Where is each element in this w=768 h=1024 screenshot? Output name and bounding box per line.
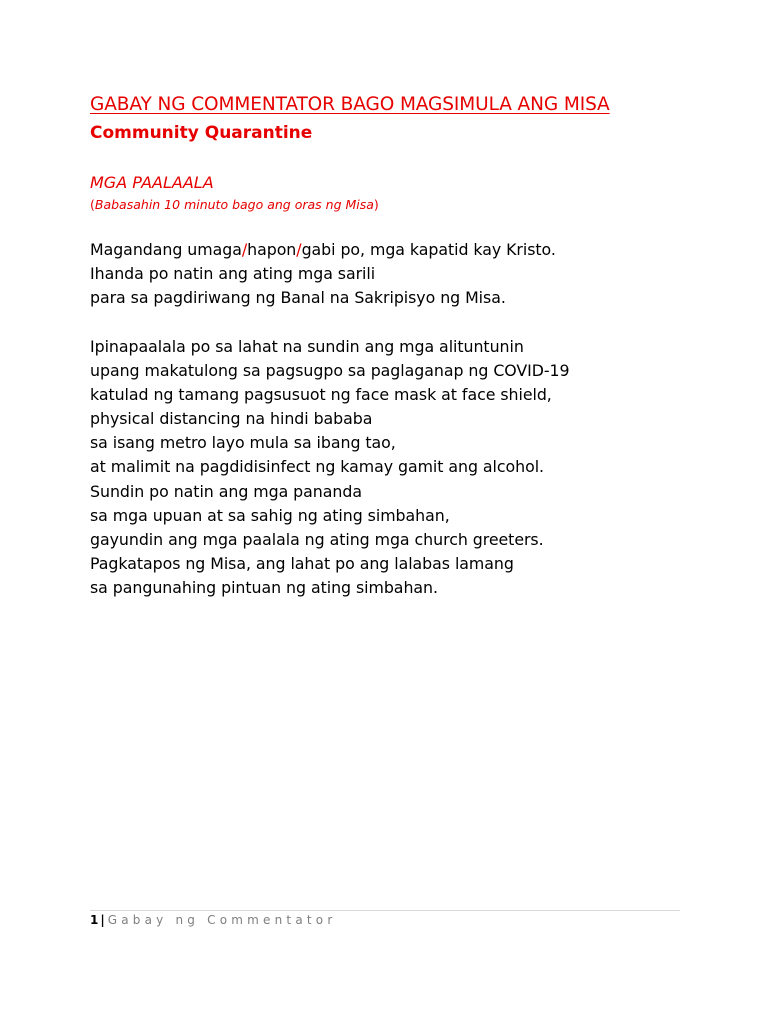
footer-label: Gabay ng Commentator (107, 913, 337, 927)
greeting-slash: / (296, 240, 302, 259)
paragraph-line: katulad ng tamang pagsusuot ng face mask at face shield, (90, 385, 552, 405)
paragraph-line: physical distancing na hindi bababa (90, 409, 373, 429)
greeting-part-afternoon: hapon (247, 240, 297, 259)
greeting-line (90, 238, 556, 262)
page-number: 1 (90, 913, 99, 927)
paragraph-line: Pagkatapos ng Misa, ang lahat po ang lalabas lamang (90, 553, 514, 573)
paragraph-line: Sundin po natin ang mga pananda (90, 481, 362, 501)
section-heading: MGA PAALAALA (90, 173, 214, 192)
paragraph-line: sa mga upuan at sa sahig ng ating simbahan, (90, 505, 450, 525)
paragraph-line: Ipinapaalala po sa lahat na sundin ang mga alituntunin (90, 337, 524, 356)
paragraph-line: at malimit na pagdidisinfect ng kamay gamit ang alcohol. (90, 457, 545, 477)
footer-separator: | (100, 913, 105, 927)
greeting-slash: / (241, 240, 248, 259)
reading-note (90, 197, 379, 212)
paragraph-line: Ihanda po natin ang ating mga sarili (90, 264, 376, 284)
note-close-paren: ) (373, 197, 379, 212)
greeting-part-morning: Magandang umaga (90, 240, 242, 259)
paragraph-line: sa isang metro layo mula sa ibang tao, (90, 433, 396, 453)
paragraph-line: upang makatulong sa pagsugpo sa paglaganap ng COVID-19 (90, 361, 570, 381)
paragraph-line: para sa pagdiriwang ng Banal na Sakripisyo ng Misa. (90, 288, 506, 308)
page-footer (90, 913, 336, 927)
note-open-paren: ( (90, 197, 95, 212)
greeting-paragraph (90, 238, 556, 310)
document-title: GABAY NG COMMENTATOR BAGO MAGSIMULA ANG MISA (90, 94, 610, 115)
paragraph-line: gayundin ang mga paalala ng ating mga church greeters. (90, 529, 544, 549)
reminders-paragraph (90, 335, 570, 600)
greeting-part-evening: gabi po, mga kapatid kay Kristo. (301, 240, 556, 259)
document-subtitle: Community Quarantine (90, 123, 313, 143)
paragraph-line: sa pangunahing pintuan ng ating simbahan. (90, 577, 438, 597)
footer-divider (90, 910, 680, 911)
note-text: Babasahin 10 minuto bago ang oras ng Misa (94, 197, 374, 212)
